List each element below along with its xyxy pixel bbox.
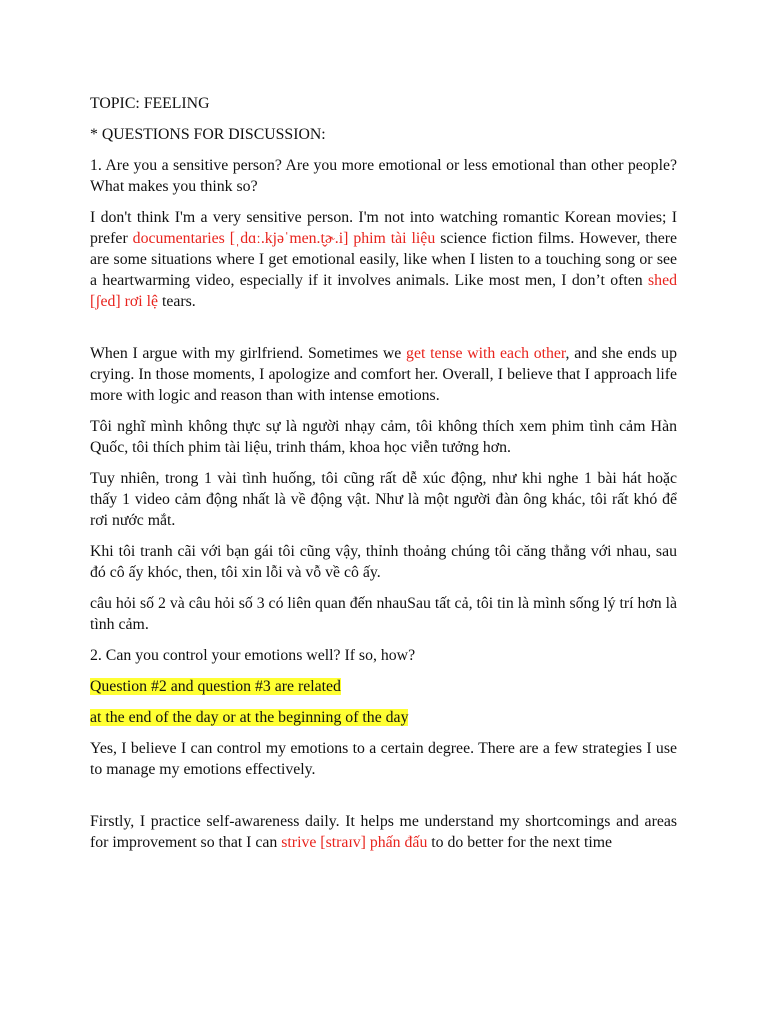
vocab-shed: shed [ʃed] rơi lệ [90,272,677,310]
answer-4 [90,811,677,853]
blank-line [90,322,677,343]
highlight-text-1: Question #2 and question #3 are related [90,678,341,695]
topic-heading: TOPIC: FEELING [90,95,210,112]
vocab-documentaries: documentaries [ˌdɑː.kjəˈmen.t̬ɚ.i] phim tài liệu [132,230,436,247]
answer-4-text: Firstly, I practice self-awareness daily. It helps me understand my shortcomings and areas for improvement so that I can [90,813,677,851]
answer-1-text: tears. [158,293,196,310]
answer-2-text: , and she ends up crying. In those moments, I apologize and comfort her. Overall, I believe that I approach life more with logic and reason than with intense emotions. [90,345,677,404]
vietnamese-paragraph-4: câu hỏi số 2 và câu hỏi số 3 có liên quan đến nhauSau tất cả, tôi tin là mình sống lý trí hơn là tình cảm. [90,595,678,633]
vietnamese-paragraph-1: Tôi nghĩ mình không thực sự là người nhạy cảm, tôi không thích xem phim tình cảm Hàn Quốc, tôi thích phim tài liệu, trinh thám, khoa học viễn tưởng hơn. [90,418,677,456]
question-1: 1. Are you a sensitive person? Are you more emotional or less emotional than other people? What makes you think so? [90,157,677,195]
highlight-text-2: at the end of the day or at the beginning of the day [90,709,409,726]
vocab-get-tense: get tense with each other [406,345,566,362]
vietnamese-paragraph-3: Khi tôi tranh cãi với bạn gái tôi cũng vậy, thỉnh thoảng chúng tôi căng thẳng với nhau, sau đó cô ấy khóc, then, tôi xin lỗi và vỗ về cô ấy. [90,543,677,581]
question-2: 2. Can you control your emotions well? If so, how? [90,647,416,664]
answer-1 [90,207,677,312]
vocab-strive: strive [straɪv] phấn đấu [281,834,428,851]
answer-2-text: When I argue with my girlfriend. Sometimes we [90,345,407,362]
answer-3: Yes, I believe I can control my emotions to a certain degree. There are a few strategies I use to manage my emotions effectively. [90,740,677,778]
vietnamese-paragraph-2: Tuy nhiên, trong 1 vài tình huống, tôi cũng rất dễ xúc động, như khi nghe 1 bài hát hoặc thấy 1 video cảm động nhất là về động vật. Như là một người đàn ông khác, tôi rất khó để rơi nước mắt. [90,470,677,529]
section-heading: * QUESTIONS FOR DISCUSSION: [90,126,326,143]
answer-1-text: I don't think I'm a very sensitive person. I'm not into watching romantic Korean movies; I prefer [90,209,677,247]
answer-4-text: to do better for the next time [427,834,613,851]
answer-2 [90,343,677,406]
answer-1-text: science fiction films. However, there are some situations where I get emotional easily, like when I listen to a touching song or see a heartwarming video, especially if it involves animals. Like most men, I don’t often [90,230,677,289]
blank-line [90,790,677,811]
highlight-line-2 [90,707,677,728]
highlight-line-1 [90,676,677,697]
